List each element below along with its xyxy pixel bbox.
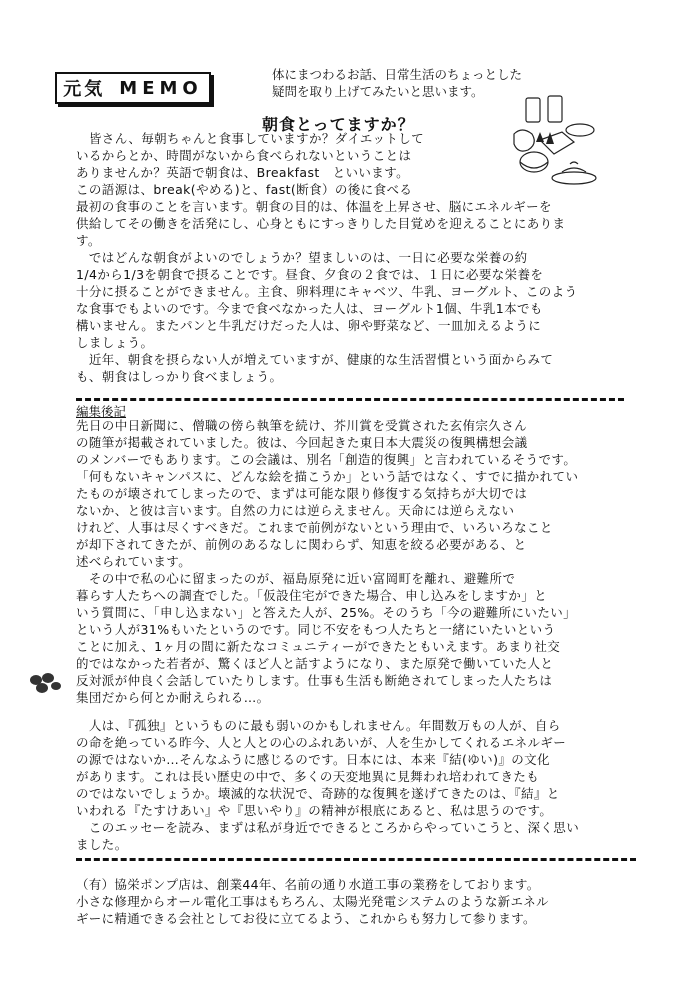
company-footer: （有）協栄ポンプ店は、創業44年、名前の通り水道工事の業務をしております。 小さな修理からオール電化工事はもちろん、太陽光発電システムのような新エネル ギーに精通できる会社としてお役に立てるよう、これからも努力して参ります。: [76, 877, 549, 926]
article-body: 皆さん、毎朝ちゃんと食事していますか？ダイエットして いるからとか、時間がないから食べられないということは ありませんか？英語で朝食は、Breakfast といいます。 この語源は、break(やめる)と、fast(断食）の後に食べる 最初の食事のことを言います。朝食の目的は、体温を上昇させ、脳にエネルギーを 供給してその働きを活発にし、心身ともにすっきりした目覚めを迎えることにありま す。 ではどんな朝食がよいのでしょうか？望ましいのは、一日に必要な栄養の約 1/4から1/3を朝食で摂ることです。昼食、夕食の２食では、１日に必要な栄養を 十分に摂ることができません。主食、卵料理にキャベツ、牛乳、ヨーグルト、このよう な食事でもよいのです。今まで食べなかった人は、ヨーグルト1個、牛乳1本でも 構いません。またパンと牛乳だけだった人は、卵や野菜など、一皿加えるように しましょう。 近年、朝食を摂らない人が増えていますが、健康的な生活習慣という面からみて も、朝食はしっかり食べましょう。: [76, 131, 578, 384]
memo-label-box: [55, 72, 211, 104]
memo-label-right: MEMO: [119, 77, 203, 99]
footer-divider: [76, 858, 636, 861]
editor-body-2: 人は、『孤独』というものに最も弱いのかもしれません。年間数万もの人が、自ら の命を絶っている昨今、人と人との心のふれあいが、人を生かしてくれるエネルギー の源ではないか…そんなふうに感じるのです。日本には、本来『結(ゆい)』の文化 があります。これは長い歴史の中で、多くの天変地異に見舞われ培われてきたも のではないでしょうか。壊滅的な状況で、奇跡的な復興を遂げてきたのは、『結』と いわれる『たすけあい』や『思いやり』の精神が根底にあると、私は思うのです。 このエッセーを読み、まずは私が身近でできるところからやっていこうと、深く思い ました。: [76, 718, 580, 852]
editor-heading: 編集後記: [76, 404, 127, 419]
editor-body: 先日の中日新聞に、僧職の傍ら執筆を続け、芥川賞を受賞された玄侑宗久さん の随筆が掲載されていました。彼は、今回起きた東日本大震災の復興構想会議 のメンバーでもあります。この会議は、別名「創造的復興」と言われているそうです。 「何もないキャンパスに、どんな絵を描こうか」という話ではなく、すでに描かれてい たものが壊されてしまったので、まずは可能な限り修復する気持ちが大切では ないか、と彼は言います。自然の力には逆らえません。天命には逆らえない けれど、人事は尽くすべきだ。これまで前例がないという理由で、いろいろなこと が却下されてきたが、前例のあるなしに関わらず、知恵を絞る必要がある、と 述べられています。 その中で私の心に留まったのが、福島原発に近い富岡町を離れ、避難所で 暮らす人たちへの調査でした。「仮設住宅ができた場合、申し込みをしますか」と いう質問に、「申し込まない」と答えた人が、25%。そのうち「今の避難所にいたい」 という人が31%もいたというのです。同じ不安をもつ人たちと一緒にいたいという ことに加え、1ヶ月の間に新たなコミュニティーができたともいえます。あまり社交 的ではなかった若者が、驚くほど人と話すようになり、また原発で働いていた人と 反対派が仲良く会話していたりします。仕事も生活も断絶されてしまった人たちは 集団だから何とか耐えられる…。: [76, 418, 579, 705]
leaf-icon: [28, 670, 64, 696]
memo-label-left: 元気: [63, 79, 106, 100]
article-title: 朝食とってますか？: [262, 115, 415, 134]
section-divider: [76, 398, 624, 401]
intro-text: 体にまつわるお話、日常生活のちょっとした 疑問を取り上げてみたいと思います。: [272, 67, 523, 99]
